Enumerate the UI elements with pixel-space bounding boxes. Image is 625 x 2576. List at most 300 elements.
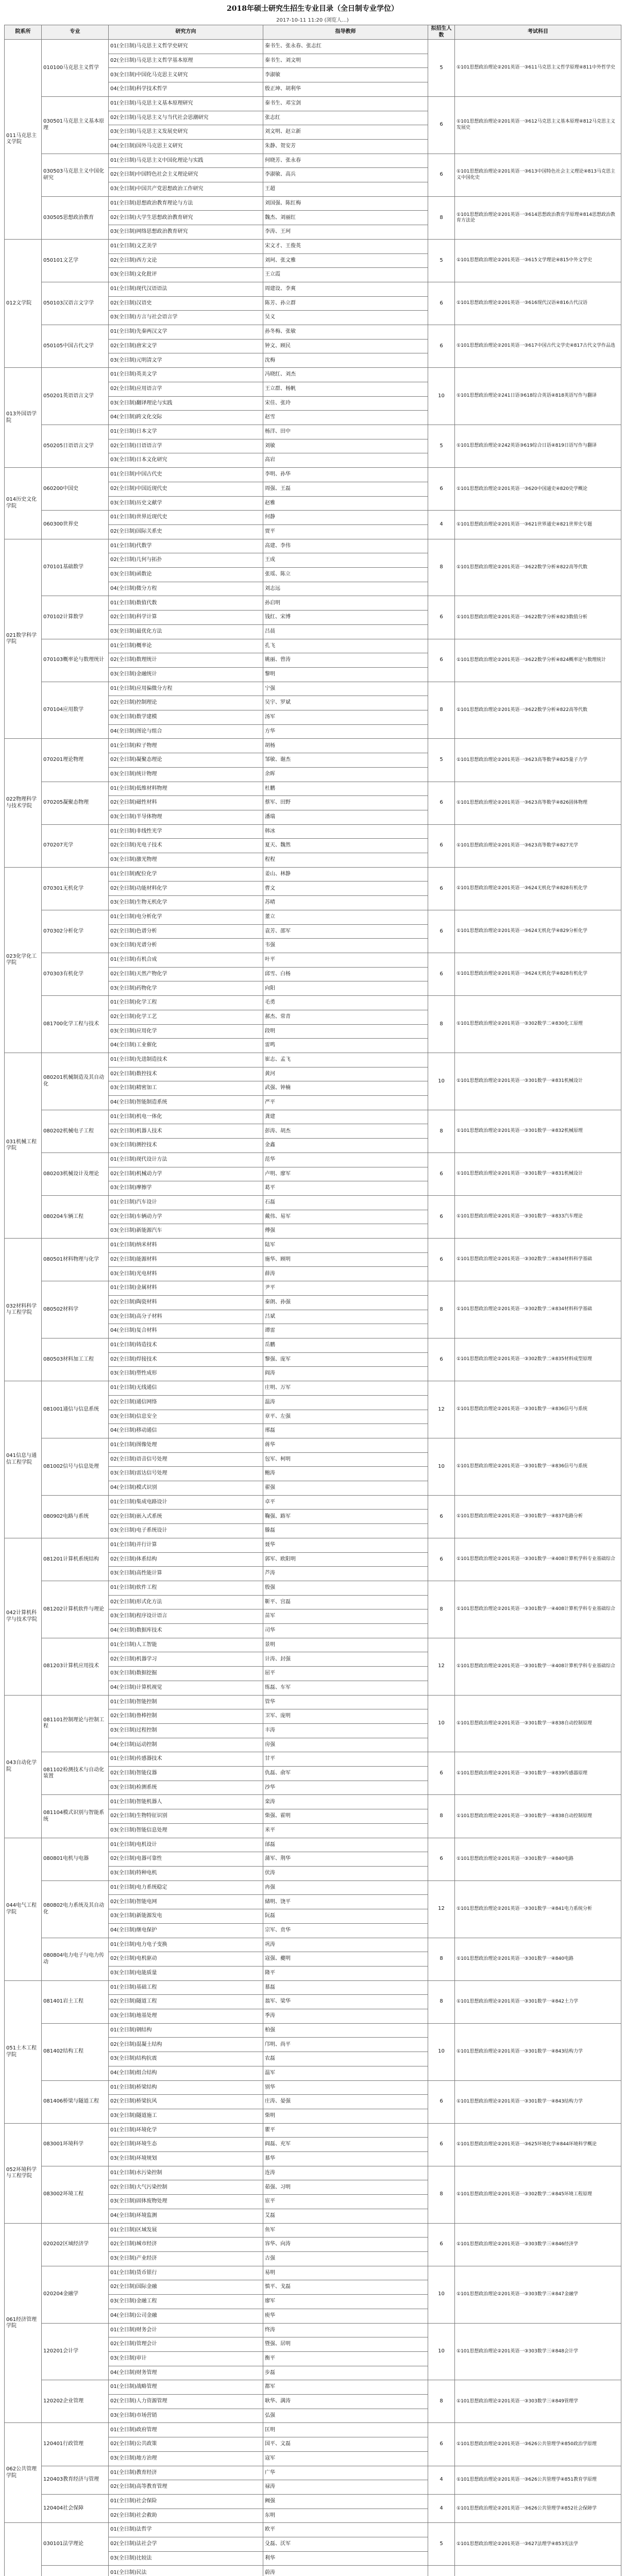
table-row bbox=[5, 2080, 621, 2095]
exam-cell: ①101思想政治理论②201英语一③301数学一④832机械原理 bbox=[455, 1110, 621, 1153]
advisor-cell: 魏杰、刘丽红 bbox=[263, 211, 428, 225]
count-cell: 6 bbox=[428, 282, 455, 325]
direction-cell: 04(全日制)环境监测 bbox=[109, 2209, 263, 2223]
count-cell: 8 bbox=[428, 1980, 455, 2023]
advisor-cell: 慕磊 bbox=[263, 1980, 428, 1995]
count-cell: 8 bbox=[428, 2380, 455, 2423]
direction-cell: 01(全日制)水污染控制 bbox=[109, 2166, 263, 2180]
direction-cell: 03(全日制)智能信息处理 bbox=[109, 1823, 263, 1838]
advisor-cell: 巩涛 bbox=[263, 1938, 428, 1952]
advisor-cell: 黎明 bbox=[263, 667, 428, 682]
advisor-cell: 卫军、庞明 bbox=[263, 1709, 428, 1724]
advisor-cell: 葛平 bbox=[263, 1181, 428, 1196]
advisor-cell: 包军、柯明 bbox=[263, 1452, 428, 1467]
advisor-cell: 禄涛 bbox=[263, 2480, 428, 2495]
direction-cell: 03(全日制)信息安全 bbox=[109, 1410, 263, 1424]
direction-cell: 02(全日制)国际关系史 bbox=[109, 524, 263, 539]
count-cell: 12 bbox=[428, 1880, 455, 1938]
advisor-cell: 蒲军、荆华 bbox=[263, 1852, 428, 1867]
direction-cell: 01(全日制)无线通信 bbox=[109, 1381, 263, 1396]
direction-cell: 03(全日制)测控技术 bbox=[109, 1139, 263, 1153]
direction-cell: 01(全日制)智能控制 bbox=[109, 1695, 263, 1709]
advisor-cell: 吴宇、罗斌 bbox=[263, 696, 428, 710]
major-cell: 080503材料加工工程 bbox=[42, 1338, 109, 1381]
direction-cell: 01(全日制)财务会计 bbox=[109, 2323, 263, 2337]
advisor-cell: 谭雷 bbox=[263, 1324, 428, 1338]
direction-cell: 04(全日制)科学技术哲学 bbox=[109, 82, 263, 97]
count-cell: 8 bbox=[428, 539, 455, 596]
advisor-cell: 张瑶、陈立 bbox=[263, 568, 428, 582]
advisor-cell: 贾平 bbox=[263, 524, 428, 539]
advisor-cell: 李明、孙华 bbox=[263, 468, 428, 482]
direction-cell: 03(全日制)检测系统 bbox=[109, 1781, 263, 1795]
table-row bbox=[5, 1495, 621, 1510]
count-cell: 6 bbox=[428, 468, 455, 511]
advisor-cell: 欧平 bbox=[263, 2523, 428, 2537]
advisor-cell: 李淑敏 bbox=[263, 68, 428, 82]
dept-cell: 032材料科学与工程学院 bbox=[5, 1239, 42, 1381]
major-cell: 120403教育经济与管理 bbox=[42, 2466, 109, 2494]
advisor-cell: 吴义 bbox=[263, 311, 428, 325]
advisor-cell: 钱红、宋博 bbox=[263, 611, 428, 625]
advisor-cell: 蔚涛 bbox=[263, 2566, 428, 2576]
table-row bbox=[5, 196, 621, 211]
count-cell: 10 bbox=[428, 1438, 455, 1495]
major-cell: 070301无机化学 bbox=[42, 867, 109, 910]
table-row bbox=[5, 1752, 621, 1767]
direction-cell: 04(全日制)工业催化 bbox=[109, 1039, 263, 1053]
direction-cell: 03(全日制)电子系统设计 bbox=[109, 1524, 263, 1538]
advisor-cell: 慕华 bbox=[263, 2152, 428, 2166]
advisor-cell: 郭军、欧阳明 bbox=[263, 1552, 428, 1567]
advisor-cell: 卢明、廖军 bbox=[263, 1167, 428, 1181]
direction-cell: 02(全日制)数理统计 bbox=[109, 653, 263, 668]
advisor-cell: 卓平 bbox=[263, 1495, 428, 1510]
exam-cell: ①101思想政治理论②201英语一③616现代汉语④816古代汉语 bbox=[455, 282, 621, 325]
advisor-cell: 程程 bbox=[263, 853, 428, 868]
direction-cell: 02(全日制)机械动力学 bbox=[109, 1167, 263, 1181]
column-header: 考试科目 bbox=[455, 25, 621, 40]
major-cell: 080201机械制造及其自动化 bbox=[42, 1053, 109, 1110]
exam-cell: ①101思想政治理论②201英语一③301数学一④842土力学 bbox=[455, 1980, 621, 2023]
direction-cell: 02(全日制)机器学习 bbox=[109, 1652, 263, 1667]
advisor-cell: 秦朗、孙强 bbox=[263, 1295, 428, 1310]
direction-cell: 03(全日制)地方治理 bbox=[109, 2451, 263, 2466]
exam-cell: ①101思想政治理论②201英语一③301数学一④833汽车理论 bbox=[455, 1195, 621, 1238]
direction-cell: 01(全日制)钢结构 bbox=[109, 2023, 263, 2038]
advisor-cell: 慎平、戈磊 bbox=[263, 2280, 428, 2295]
advisor-cell: 栾涛 bbox=[263, 1795, 428, 1809]
direction-cell: 02(全日制)马克思主义哲学基本原理 bbox=[109, 54, 263, 68]
advisor-cell: 鞠强、路军 bbox=[263, 1510, 428, 1524]
direction-cell: 02(全日制)人力资源管理 bbox=[109, 2395, 263, 2409]
direction-cell: 03(全日制)比较法 bbox=[109, 2551, 263, 2566]
direction-cell: 04(全日制)复合材料 bbox=[109, 1324, 263, 1338]
count-cell: 6 bbox=[428, 1752, 455, 1795]
direction-cell: 03(全日制)马克思主义发展史研究 bbox=[109, 125, 263, 140]
table-row bbox=[5, 1695, 621, 1709]
advisor-cell: 范华 bbox=[263, 1153, 428, 1167]
direction-cell: 03(全日制)数学建模 bbox=[109, 710, 263, 725]
direction-cell: 02(全日制)唐宋文学 bbox=[109, 339, 263, 353]
direction-cell: 02(全日制)日语语言学 bbox=[109, 439, 263, 453]
direction-cell: 02(全日制)天然产物化学 bbox=[109, 967, 263, 981]
direction-cell: 03(全日制)精密加工 bbox=[109, 1081, 263, 1096]
direction-cell: 01(全日制)并行计算 bbox=[109, 1538, 263, 1552]
advisor-cell: 赵雪 bbox=[263, 411, 428, 425]
table-row bbox=[5, 468, 621, 482]
major-cell: 070104应用数学 bbox=[42, 682, 109, 739]
advisor-cell: 邢磊 bbox=[263, 1424, 428, 1438]
direction-cell: 03(全日制)塑性成形 bbox=[109, 1367, 263, 1381]
exam-cell: ①101思想政治理论②201英语一③301数学一④841电力系统分析 bbox=[455, 1880, 621, 1938]
direction-cell: 02(全日制)西方文论 bbox=[109, 253, 263, 268]
major-cell: 120404社会保障 bbox=[42, 2494, 109, 2522]
table-row bbox=[5, 2566, 621, 2576]
advisor-cell: 鱼军 bbox=[263, 2223, 428, 2238]
direction-cell: 03(全日制)金融工程 bbox=[109, 2295, 263, 2309]
major-cell: 081202计算机软件与理论 bbox=[42, 1581, 109, 1638]
table-row bbox=[5, 2523, 621, 2537]
page-title: 2018年硕士研究生招生专业目录（全日制专业学位） bbox=[227, 5, 398, 13]
advisor-cell: 彭涛、胡杰 bbox=[263, 1124, 428, 1139]
major-cell: 081104模式识别与智能系统 bbox=[42, 1795, 109, 1838]
direction-cell: 02(全日制)控制理论 bbox=[109, 696, 263, 710]
major-cell: 020204金融学 bbox=[42, 2266, 109, 2323]
advisor-cell: 柏强 bbox=[263, 2023, 428, 2038]
table-row bbox=[5, 2423, 621, 2437]
advisor-cell: 陆军 bbox=[263, 1239, 428, 1253]
exam-cell: ①101思想政治理论②201英语一③302数学二④834材料科学基础 bbox=[455, 1239, 621, 1281]
advisor-cell: 步磊 bbox=[263, 2366, 428, 2380]
direction-cell: 01(全日制)代数学 bbox=[109, 539, 263, 553]
advisor-cell: 秦书生、张永春、张志红 bbox=[263, 40, 428, 54]
advisor-cell: 秦书生、刘文明 bbox=[263, 54, 428, 68]
direction-cell: 03(全日制)最优化方法 bbox=[109, 624, 263, 639]
exam-cell: ①101思想政治理论②201英语一③613中国特色社会主义理论④813马克思主义中国化史 bbox=[455, 154, 621, 196]
exam-cell: ①101思想政治理论②201英语一③301数学一④836信号与系统 bbox=[455, 1438, 621, 1495]
direction-cell: 04(全日制)智能制造系统 bbox=[109, 1096, 263, 1110]
exam-cell: ①101思想政治理论②201英语一③622数学分析④822高等代数 bbox=[455, 682, 621, 739]
table-row bbox=[5, 2023, 621, 2038]
count-cell: 4 bbox=[428, 511, 455, 539]
advisor-cell: 东明 bbox=[263, 2509, 428, 2523]
table-row bbox=[5, 1281, 621, 1296]
advisor-cell: 冉强 bbox=[263, 1880, 428, 1895]
exam-cell: ①101思想政治理论②201英语一③624无机化学④829分析化学 bbox=[455, 910, 621, 953]
direction-cell: 03(全日制)元明清文学 bbox=[109, 353, 263, 368]
direction-cell: 03(全日制)历史文献学 bbox=[109, 496, 263, 511]
exam-cell: ①101思想政治理论②201英语一③614思想政治教育学原理④814思想政治教育方法论 bbox=[455, 196, 621, 239]
dept-cell: 012文学院 bbox=[5, 239, 42, 367]
dept-cell: 011马克思主义学院 bbox=[5, 40, 42, 240]
table-row bbox=[5, 368, 621, 382]
advisor-cell: 钟文、顾民 bbox=[263, 339, 428, 353]
direction-cell: 01(全日制)低维材料物理 bbox=[109, 782, 263, 796]
advisor-cell: 朱静、贺安芳 bbox=[263, 139, 428, 154]
advisor-cell: 邰磊 bbox=[263, 1838, 428, 1852]
count-cell: 10 bbox=[428, 2323, 455, 2380]
major-cell: 060300世界史 bbox=[42, 511, 109, 539]
exam-cell: ①101思想政治理论②201英语一③301数学一④831机械设计 bbox=[455, 1153, 621, 1195]
exam-cell: ①101思想政治理论②241日语③618综合英语④818英语写作与翻译 bbox=[455, 368, 621, 425]
table-row bbox=[5, 1880, 621, 1895]
direction-cell: 01(全日制)思想政治教育理论与方法 bbox=[109, 196, 263, 211]
count-cell bbox=[428, 2566, 455, 2576]
direction-cell: 02(全日制)城市经济 bbox=[109, 2238, 263, 2252]
table-header-row bbox=[5, 25, 621, 40]
advisor-cell: 何晓芳、张永春 bbox=[263, 154, 428, 168]
advisor-cell: 王超 bbox=[263, 182, 428, 197]
table-row bbox=[5, 1195, 621, 1210]
direction-cell: 01(全日制)法哲学 bbox=[109, 2523, 263, 2537]
advisor-cell: 练磊、车军 bbox=[263, 1681, 428, 1695]
direction-cell: 02(全日制)鲁棒控制 bbox=[109, 1709, 263, 1724]
advisor-cell: 房强 bbox=[263, 1738, 428, 1752]
direction-cell: 02(全日制)马克思主义与当代社会思潮研究 bbox=[109, 111, 263, 125]
table-row bbox=[5, 154, 621, 168]
count-cell: 5 bbox=[428, 2523, 455, 2566]
count-cell: 10 bbox=[428, 2266, 455, 2323]
advisor-cell: 段明 bbox=[263, 1024, 428, 1039]
count-cell: 4 bbox=[428, 2466, 455, 2494]
table-row bbox=[5, 1638, 621, 1652]
exam-cell: ①101思想政治理论②201英语一③623高等数学④827光学 bbox=[455, 824, 621, 867]
advisor-cell: 别华 bbox=[263, 2080, 428, 2095]
exam-cell: ①101思想政治理论②201英语一③617中国古代文学史④817古代文学作品选 bbox=[455, 325, 621, 368]
table-row bbox=[5, 953, 621, 968]
direction-cell: 01(全日制)英美文学 bbox=[109, 368, 263, 382]
table-row bbox=[5, 867, 621, 882]
direction-cell: 03(全日制)新能源汽车 bbox=[109, 1224, 263, 1239]
table-row bbox=[5, 425, 621, 439]
count-cell: 6 bbox=[428, 1338, 455, 1381]
exam-cell bbox=[455, 2566, 621, 2576]
direction-cell: 01(全日制)金属材料 bbox=[109, 1281, 263, 1296]
count-cell: 8 bbox=[428, 682, 455, 739]
direction-cell: 04(全日制)移动通信 bbox=[109, 1424, 263, 1438]
table-row bbox=[5, 1838, 621, 1852]
advisor-cell: 孙冬梅、张敏 bbox=[263, 325, 428, 340]
advisor-cell: 姜山、林静 bbox=[263, 867, 428, 882]
direction-cell: 03(全日制)高性能计算 bbox=[109, 1567, 263, 1581]
advisor-cell: 董立 bbox=[263, 910, 428, 924]
count-cell: 8 bbox=[428, 996, 455, 1053]
advisor-cell: 姚丽、曾涛 bbox=[263, 653, 428, 668]
direction-cell: 01(全日制)应用偏微分方程 bbox=[109, 682, 263, 696]
direction-cell: 03(全日制)光电材料 bbox=[109, 1267, 263, 1281]
advisor-cell: 何静 bbox=[263, 511, 428, 525]
advisor-cell: 都军 bbox=[263, 2380, 428, 2395]
direction-cell: 01(全日制)日本文学 bbox=[109, 425, 263, 439]
exam-cell: ①101思想政治理论②201英语一③301数学一④843结构力学 bbox=[455, 2080, 621, 2123]
advisor-cell: 赵雅 bbox=[263, 496, 428, 511]
direction-cell: 04(全日制)继电保护 bbox=[109, 1923, 263, 1938]
advisor-cell: 周强、王磊 bbox=[263, 482, 428, 496]
direction-cell: 03(全日制)固体废物处理 bbox=[109, 2195, 263, 2209]
advisor-cell: 利华 bbox=[263, 2551, 428, 2566]
advisor-cell: 连涛 bbox=[263, 2166, 428, 2180]
advisor-cell: 邝明、尚平 bbox=[263, 2038, 428, 2052]
direction-cell: 02(全日制)法社会学 bbox=[109, 2537, 263, 2552]
advisor-cell: 高建、李伟 bbox=[263, 539, 428, 553]
direction-cell: 03(全日制)特种电机 bbox=[109, 1867, 263, 1881]
major-cell: 081406桥梁与隧道工程 bbox=[42, 2080, 109, 2123]
direction-cell: 02(全日制)电器可靠性 bbox=[109, 1852, 263, 1867]
advisor-cell: 容华、向涛 bbox=[263, 2238, 428, 2252]
dept-cell: 023化学化工学院 bbox=[5, 867, 42, 1053]
table-row bbox=[5, 1338, 621, 1352]
advisor-cell: 蔡军、田野 bbox=[263, 796, 428, 810]
advisor-cell: 殳磊、沃军 bbox=[263, 2537, 428, 2552]
direction-cell: 03(全日制)市场营销 bbox=[109, 2409, 263, 2423]
direction-cell: 02(全日制)功能材料化学 bbox=[109, 882, 263, 896]
major-cell: 120202企业管理 bbox=[42, 2380, 109, 2423]
exam-cell: ①101思想政治理论②201英语一③301数学一④831机械设计 bbox=[455, 1053, 621, 1110]
direction-cell: 02(全日制)嵌入式系统 bbox=[109, 1510, 263, 1524]
direction-cell: 01(全日制)传感器技术 bbox=[109, 1752, 263, 1767]
advisor-cell: 秦书生、邓宝剑 bbox=[263, 96, 428, 111]
direction-cell: 03(全日制)网络思想政治教育研究 bbox=[109, 225, 263, 240]
advisor-cell: 靳平、宫磊 bbox=[263, 1595, 428, 1609]
direction-cell: 01(全日制)图像处理 bbox=[109, 1438, 263, 1452]
direction-cell: 02(全日制)通信网络 bbox=[109, 1395, 263, 1410]
direction-cell: 04(全日制)运动控制 bbox=[109, 1738, 263, 1752]
direction-cell: 01(全日制)货币银行 bbox=[109, 2266, 263, 2280]
advisor-cell: 岳鹏 bbox=[263, 1338, 428, 1352]
major-cell: 070102计算数学 bbox=[42, 596, 109, 639]
direction-cell: 02(全日制)混凝土结构 bbox=[109, 2038, 263, 2052]
count-cell: 8 bbox=[428, 1581, 455, 1638]
advisor-cell: 匡明 bbox=[263, 2423, 428, 2437]
count-cell: 12 bbox=[428, 1638, 455, 1695]
advisor-cell: 毛勇 bbox=[263, 996, 428, 1010]
advisor-cell: 李涛、王珂 bbox=[263, 225, 428, 240]
exam-cell: ①101思想政治理论②201英语一③301数学一④836信号与系统 bbox=[455, 1381, 621, 1438]
exam-cell: ①101思想政治理论②201英语一③301数学一④840电路 bbox=[455, 1838, 621, 1880]
direction-cell: 03(全日制)生物无机化学 bbox=[109, 896, 263, 910]
exam-cell: ①101思想政治理论②201英语一③301数学一④838自动控制原理 bbox=[455, 1795, 621, 1838]
direction-cell: 04(全日制)图论与组合 bbox=[109, 724, 263, 739]
direction-cell: 02(全日制)能源材料 bbox=[109, 1252, 263, 1267]
direction-cell: 02(全日制)语音信号处理 bbox=[109, 1452, 263, 1467]
count-cell: 6 bbox=[428, 639, 455, 682]
exam-cell: ①101思想政治理论②201英语一③624无机化学④828有机化学 bbox=[455, 953, 621, 996]
major-cell bbox=[42, 2566, 109, 2576]
advisor-cell: 叶平 bbox=[263, 953, 428, 968]
exam-cell: ①101思想政治理论②201英语一③622数学分析④824概率论与数理统计 bbox=[455, 639, 621, 682]
advisor-cell: 龚建 bbox=[263, 1110, 428, 1124]
table-row bbox=[5, 2494, 621, 2509]
major-cell: 081700化学工程与技术 bbox=[42, 996, 109, 1053]
major-cell: 030503马克思主义中国化研究 bbox=[42, 154, 109, 196]
major-cell: 080501材料物理与化学 bbox=[42, 1239, 109, 1281]
direction-cell: 01(全日制)智能机器人 bbox=[109, 1795, 263, 1809]
major-cell: 080801电机与电器 bbox=[42, 1838, 109, 1880]
exam-cell: ①101思想政治理论②201英语一③626公共管理学④851教育学原理 bbox=[455, 2466, 621, 2494]
advisor-cell: 袁芳、邵军 bbox=[263, 924, 428, 939]
direction-cell: 01(全日制)电力系统稳定 bbox=[109, 1880, 263, 1895]
direction-cell: 02(全日制)科学计算 bbox=[109, 611, 263, 625]
table-row bbox=[5, 739, 621, 753]
table-row bbox=[5, 782, 621, 796]
advisor-cell: 阙强 bbox=[263, 2494, 428, 2509]
advisor-cell: 瞿平 bbox=[263, 2123, 428, 2138]
title-block bbox=[0, 3, 625, 23]
major-cell: 060200中国史 bbox=[42, 468, 109, 511]
table-row bbox=[5, 596, 621, 611]
exam-cell: ①101思想政治理论②201英语一③301数学一④408计算机学科专业基础综合 bbox=[455, 1581, 621, 1638]
advisor-cell: 储明、饶平 bbox=[263, 1895, 428, 1909]
count-cell: 6 bbox=[428, 2423, 455, 2466]
advisor-cell: 农磊 bbox=[263, 2052, 428, 2066]
advisor-cell: 耿华、满涛 bbox=[263, 2395, 428, 2409]
advisor-cell: 潘瑞 bbox=[263, 810, 428, 824]
direction-cell: 01(全日制)配位化学 bbox=[109, 867, 263, 882]
exam-cell: ①101思想政治理论②201英语一③621世界通史④821世界史专题 bbox=[455, 511, 621, 539]
exam-cell: ①101思想政治理论②201英语一③302数学二④845环境工程原理 bbox=[455, 2166, 621, 2223]
advisor-cell: 曹文 bbox=[263, 882, 428, 896]
exam-cell: ①101思想政治理论②201英语一③303数学三④849管理学 bbox=[455, 2380, 621, 2423]
advisor-cell: 弘强 bbox=[263, 2409, 428, 2423]
count-cell: 8 bbox=[428, 1281, 455, 1338]
advisor-cell: 柴强、霍明 bbox=[263, 1809, 428, 1824]
advisor-cell: 宗军、贲华 bbox=[263, 1923, 428, 1938]
direction-cell: 04(全日制)公司金融 bbox=[109, 2309, 263, 2323]
column-header: 院系所 bbox=[5, 25, 42, 40]
advisor-cell: 景明 bbox=[263, 1638, 428, 1652]
major-cell: 050201英语语言文学 bbox=[42, 368, 109, 425]
advisor-cell: 丰涛 bbox=[263, 1723, 428, 1738]
direction-cell: 02(全日制)大气污染控制 bbox=[109, 2180, 263, 2195]
direction-cell: 02(全日制)大学生思想政治教育研究 bbox=[109, 211, 263, 225]
table-row bbox=[5, 1153, 621, 1167]
direction-cell: 02(全日制)环境生态 bbox=[109, 2138, 263, 2152]
advisor-cell: 聂华 bbox=[263, 1538, 428, 1552]
direction-cell: 02(全日制)化学工艺 bbox=[109, 1010, 263, 1024]
direction-cell: 01(全日制)教育经济 bbox=[109, 2466, 263, 2480]
direction-cell: 01(全日制)软件工程 bbox=[109, 1581, 263, 1595]
count-cell: 8 bbox=[428, 2166, 455, 2223]
count-cell: 6 bbox=[428, 1838, 455, 1880]
major-cell: 081201计算机系统结构 bbox=[42, 1538, 109, 1581]
table-row bbox=[5, 2266, 621, 2280]
major-cell: 050103汉语言文字学 bbox=[42, 282, 109, 325]
direction-cell: 01(全日制)马克思主义中国化理论与实践 bbox=[109, 154, 263, 168]
direction-cell: 03(全日制)摩擦学 bbox=[109, 1181, 263, 1196]
advisor-cell: 李淑敏、高兵 bbox=[263, 168, 428, 182]
direction-cell: 03(全日制)应用化学 bbox=[109, 1024, 263, 1039]
direction-cell: 02(全日制)机器人技术 bbox=[109, 1124, 263, 1139]
major-cell: 083002环境工程 bbox=[42, 2166, 109, 2223]
exam-cell: ①101思想政治理论②201英语一③301数学一④839传感器原理 bbox=[455, 1752, 621, 1795]
exam-cell: ①101思想政治理论②201英语一③623高等数学④826固体物理 bbox=[455, 782, 621, 824]
exam-cell: ①101思想政治理论②201英语一③611马克思主义哲学原理④811中外哲学史 bbox=[455, 40, 621, 97]
direction-cell: 03(全日制)过程控制 bbox=[109, 1723, 263, 1738]
direction-cell: 01(全日制)先秦两汉文学 bbox=[109, 325, 263, 340]
direction-cell: 04(全日制)财务管理 bbox=[109, 2366, 263, 2380]
column-header: 专业 bbox=[42, 25, 109, 40]
dept-cell: 043自动化学院 bbox=[5, 1695, 42, 1838]
dept-cell: 022物理科学与技术学院 bbox=[5, 739, 42, 867]
advisor-cell: 方华 bbox=[263, 724, 428, 739]
advisor-cell: 季涛 bbox=[263, 2009, 428, 2024]
direction-cell: 01(全日制)马克思主义基本原理研究 bbox=[109, 96, 263, 111]
direction-cell: 01(全日制)集成电路设计 bbox=[109, 1495, 263, 1510]
direction-cell: 03(全日制)中国化马克思主义研究 bbox=[109, 68, 263, 82]
major-cell: 120201会计学 bbox=[42, 2323, 109, 2380]
advisor-cell: 杨洋、田中 bbox=[263, 425, 428, 439]
